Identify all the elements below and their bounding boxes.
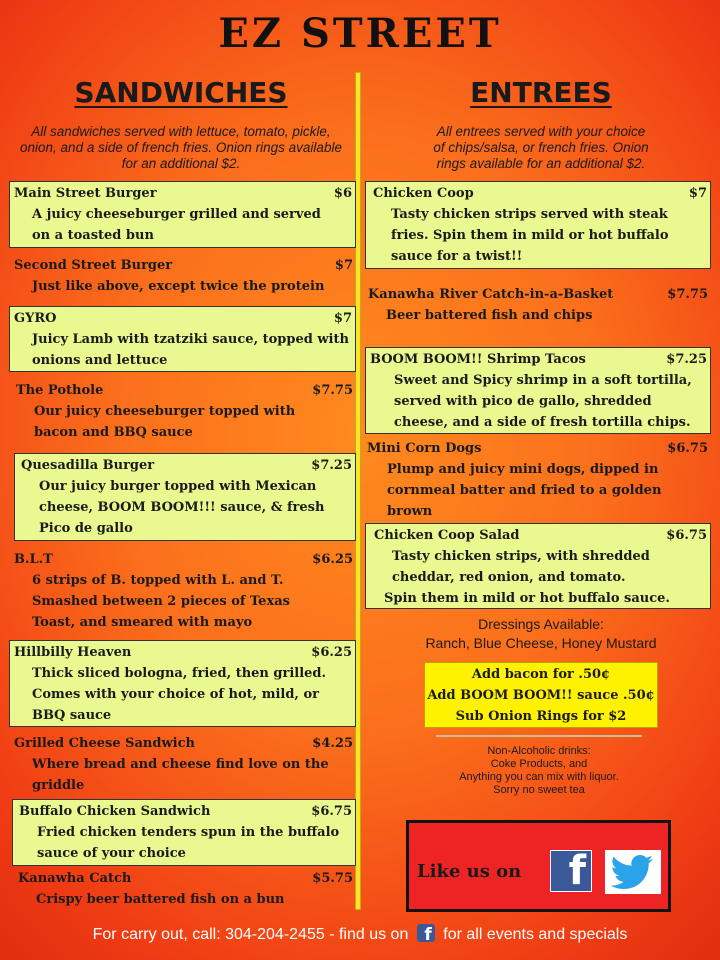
twitter-bird-icon (605, 850, 661, 894)
item-name: The Pothole (16, 383, 104, 398)
item-price: $6.75 (666, 528, 707, 543)
item-name: B.L.T (14, 552, 53, 567)
menu-item-gyro (9, 306, 356, 372)
item-desc: 6 strips of B. topped with L. and T. (32, 573, 284, 588)
menu-item-shrimp-tacos (365, 347, 711, 434)
item-desc: Where bread and cheese find love on the (32, 757, 329, 772)
item-desc: Tasty chicken strips served with steak (391, 207, 668, 222)
item-price: $6.25 (311, 645, 352, 660)
item-desc: on a toasted bun (32, 228, 154, 243)
sandwiches-subtitle-line: All sandwiches served with lettuce, tomato, pickle, (31, 124, 331, 139)
item-price: $7.25 (666, 352, 707, 367)
dressings-list: Ranch, Blue Cheese, Honey Mustard (425, 635, 657, 651)
addon-line: Add bacon for .50¢ (471, 667, 611, 682)
facebook-mini-glyph: f (424, 925, 432, 945)
item-desc: Crispy beer battered fish on a bun (36, 892, 285, 907)
menu-item-blt (14, 549, 356, 633)
item-desc: Beer battered fish and chips (386, 308, 593, 323)
sandwiches-subtitle-line: onion, and a side of french fries. Onion rings available (20, 140, 342, 155)
addons-box (424, 662, 658, 728)
item-name: GYRO (14, 311, 57, 326)
item-desc: cheese, and a side of fresh tortilla chips. (394, 415, 691, 430)
item-name: Quesadilla Burger (21, 458, 155, 473)
menu-item-chicken-coop (365, 181, 711, 269)
item-price: $4.25 (312, 736, 353, 751)
item-price: $6.75 (311, 804, 352, 819)
item-desc: Plump and juicy mini dogs, dipped in (387, 462, 659, 477)
item-price: $7.75 (667, 287, 708, 302)
item-price: $7.75 (312, 383, 353, 398)
item-name: Chicken Coop (373, 186, 474, 201)
item-price: $7 (334, 258, 353, 273)
item-price: $7 (688, 186, 707, 201)
item-name: Hillbilly Heaven (14, 645, 132, 660)
item-desc: Juicy Lamb with tzatziki sauce, topped with (32, 332, 349, 347)
dressings-title: Dressings Available: (478, 616, 604, 632)
menu-item-mini-corn-dogs (367, 438, 711, 522)
footer-carryout: For carry out, call: 304-204-2455 - find us on (92, 926, 409, 943)
addon-line: Sub Onion Rings for $2 (455, 709, 627, 724)
drinks-line: Sorry no sweet tea (493, 784, 585, 796)
item-price: $6.75 (667, 441, 708, 456)
item-desc: Our juicy cheeseburger topped with (34, 404, 296, 419)
drinks-line: Anything you can mix with liquor. (459, 771, 619, 783)
item-desc: onions and lettuce (32, 353, 168, 368)
item-desc: sauce of your choice (37, 846, 186, 861)
addon-line: Add BOOM BOOM!! sauce .50¢ (427, 688, 655, 703)
facebook-icon[interactable] (550, 850, 592, 892)
item-desc: cornmeal batter and fried to a golden (387, 483, 662, 498)
item-desc: Smashed between 2 pieces of Texas (32, 594, 290, 609)
dressings-note (362, 615, 720, 653)
menu-item-chicken-coop-salad (365, 523, 711, 609)
item-desc: Toast, and smeared with mayo (32, 615, 253, 630)
drinks-line: Non-Alcoholic drinks: (487, 745, 591, 757)
drinks-note (404, 745, 674, 797)
entrees-subtitle-line: of chips/salsa, or french fries. Onion (433, 140, 649, 155)
footer-events: for all events and specials (443, 926, 628, 943)
facebook-glyph: f (568, 848, 586, 894)
item-name: Kanawha River Catch-in-a-Basket (368, 287, 614, 302)
item-desc: Our juicy burger topped with Mexican (39, 479, 317, 494)
sandwiches-subtitle-line: for an additional $2. (121, 156, 241, 171)
item-name: Buffalo Chicken Sandwich (19, 804, 211, 819)
item-desc: cheddar, red onion, and tomato. (392, 570, 626, 585)
item-desc: sauce for a twist!! (391, 249, 523, 264)
menu-item-second-street-burger (14, 255, 356, 297)
item-desc: brown (387, 504, 433, 519)
entrees-heading: ENTREES (470, 76, 612, 109)
item-desc: BBQ sauce (32, 708, 112, 723)
item-name: Main Street Burger (14, 186, 157, 201)
item-desc: griddle (32, 778, 85, 793)
entrees-subtitle-line: rings available for an additional $2. (436, 156, 646, 171)
social-panel (406, 820, 671, 912)
menu-item-buffalo-chicken-sandwich (12, 799, 356, 866)
menu-item-kanawha-catch (18, 868, 356, 910)
item-desc: Thick sliced bologna, fried, then grilled. (32, 666, 327, 681)
item-desc: Tasty chicken strips, with shredded (392, 549, 650, 564)
menu-item-the-pothole (16, 380, 356, 443)
item-desc: A juicy cheeseburger grilled and served (32, 207, 321, 222)
item-name: Mini Corn Dogs (367, 441, 482, 456)
item-desc: Just like above, except twice the protein (32, 279, 325, 294)
item-desc: served with pico de gallo, shredded (394, 394, 652, 409)
item-name: Chicken Coop Salad (374, 528, 520, 543)
item-name: Grilled Cheese Sandwich (14, 736, 195, 751)
item-desc: Fried chicken tenders spun in the buffalo (37, 825, 340, 840)
sandwiches-heading: SANDWICHES (74, 76, 288, 109)
item-name: BOOM BOOM!! Shrimp Tacos (370, 352, 586, 367)
item-price: $6 (333, 186, 352, 201)
entrees-subtitle (362, 124, 720, 172)
item-desc: Pico de gallo (39, 521, 133, 536)
facebook-mini-icon[interactable] (417, 924, 435, 945)
menu-item-quesadilla-burger (14, 453, 356, 541)
menu-item-main-street-burger (9, 181, 356, 248)
entrees-subtitle-line: All entrees served with your choice (436, 124, 646, 139)
item-price: $7.25 (311, 458, 352, 473)
item-desc: cheese, BOOM BOOM!!! sauce, & fresh (39, 500, 325, 515)
item-price: $5.75 (312, 871, 353, 886)
menu-item-kanawha-river-catch (368, 284, 711, 326)
twitter-icon[interactable] (605, 850, 661, 894)
sandwiches-subtitle (0, 124, 362, 172)
item-name: Second Street Burger (14, 258, 173, 273)
menu-title: EZ STREET (218, 10, 502, 57)
item-price: $7 (333, 311, 352, 326)
item-desc: fries. Spin them in mild or hot buffalo (391, 228, 669, 243)
item-name: Kanawha Catch (18, 871, 132, 886)
drinks-line: Coke Products, and (490, 758, 588, 770)
item-price: $6.25 (312, 552, 353, 567)
item-desc: Sweet and Spicy shrimp in a soft tortilla, (394, 373, 692, 388)
divider-line (436, 735, 642, 737)
menu-item-grilled-cheese (14, 733, 356, 796)
like-us-label: Like us on (417, 861, 522, 882)
footer-bar (0, 924, 720, 944)
item-desc: Spin them in mild or hot buffalo sauce. (384, 591, 670, 606)
item-desc: bacon and BBQ sauce (34, 425, 193, 440)
menu-item-hillbilly-heaven (9, 640, 356, 727)
item-desc: Comes with your choice of hot, mild, or (32, 687, 320, 702)
